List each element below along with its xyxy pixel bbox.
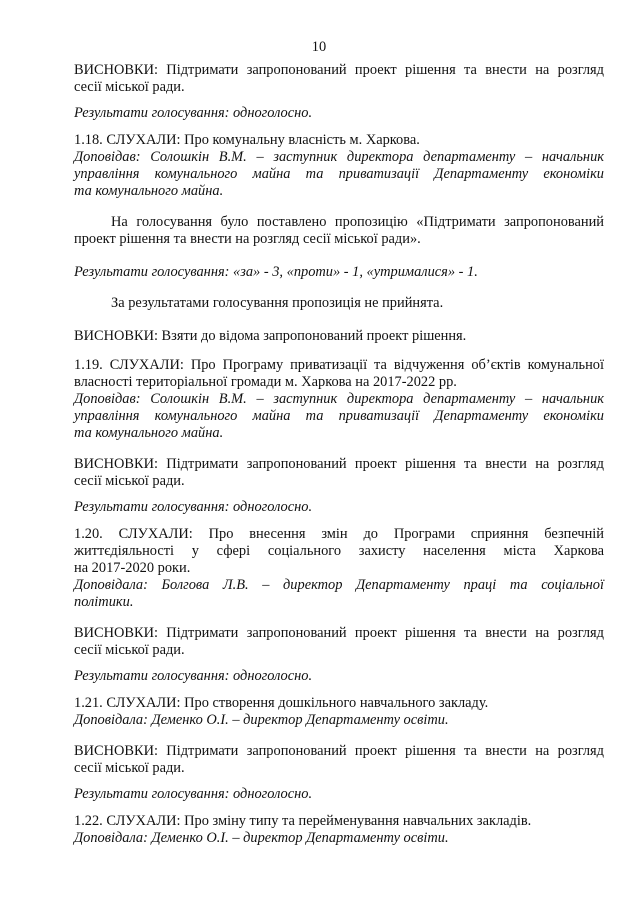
text-line: ВИСНОВКИ: Підтримати запропонований проект рішення та внести на розгляд — [74, 743, 604, 759]
conclusion — [74, 62, 604, 96]
reporter: Доповідала: Деменко О.І. – директор Департаменту освіти. — [74, 830, 449, 846]
text-line: проект рішення та внести на розгляд сесії міської ради». — [74, 231, 421, 247]
voting-result: Результати голосування: одноголосно. — [74, 105, 313, 121]
heard-item — [74, 357, 604, 391]
text-line: сесії міської ради. — [74, 473, 185, 489]
text-line: та комунального майна. — [74, 183, 224, 199]
text-line: 1.19. СЛУХАЛИ: Про Програму приватизації та відчуження об’єктів комунальної — [74, 357, 604, 373]
voting-result: Результати голосування: одноголосно. — [74, 499, 313, 515]
proposal-paragraph — [74, 214, 604, 248]
text-line: ВИСНОВКИ: Підтримати запропонований проект рішення та внести на розгляд — [74, 62, 604, 78]
voting-result: Результати голосування: одноголосно. — [74, 786, 313, 802]
text-line: власності територіальної громади м. Харкова на 2017-2022 рр. — [74, 374, 457, 390]
text-line: ВИСНОВКИ: Підтримати запропонований проект рішення та внести на розгляд — [74, 456, 604, 472]
heard-item: 1.22. СЛУХАЛИ: Про зміну типу та перейменування навчальних закладів. — [74, 813, 532, 829]
text-line: на 2017-2020 роки. — [74, 560, 191, 576]
conclusion: ВИСНОВКИ: Взяти до відома запропонований проект рішення. — [74, 328, 467, 344]
reporter: Доповідала: Деменко О.І. – директор Департаменту освіти. — [74, 712, 449, 728]
heard-item: 1.18. СЛУХАЛИ: Про комунальну власність м. Харкова. — [74, 132, 420, 148]
result-statement: За результатами голосування пропозиція не прийнята. — [111, 295, 444, 311]
voting-result: Результати голосування: «за» - 3, «проти» - 1, «утрималися» - 1. — [74, 264, 478, 280]
reporter — [74, 149, 604, 200]
text-line: Доповідала: Болгова Л.В. – директор Департаменту праці та соціальної — [74, 577, 604, 593]
conclusion — [74, 456, 604, 490]
text-line: та комунального майна. — [74, 425, 224, 441]
heard-item — [74, 526, 604, 577]
text-line: Доповідав: Солошкін В.М. – заступник директора департаменту – начальник — [74, 149, 604, 165]
reporter — [74, 577, 604, 611]
text-line: сесії міської ради. — [74, 642, 185, 658]
text-line: 1.20. СЛУХАЛИ: Про внесення змін до Програми сприяння безпечній — [74, 526, 604, 542]
heard-item: 1.21. СЛУХАЛИ: Про створення дошкільного навчального закладу. — [74, 695, 489, 711]
page-number: 10 — [311, 39, 327, 55]
voting-result: Результати голосування: одноголосно. — [74, 668, 313, 684]
text-line: життєдіяльності у сфері соціального захисту населення міста Харкова — [74, 543, 604, 559]
text-line: На голосування було поставлено пропозицію «Підтримати запропонований — [111, 214, 604, 230]
conclusion — [74, 625, 604, 659]
text-line: ВИСНОВКИ: Підтримати запропонований проект рішення та внести на розгляд — [74, 625, 604, 641]
text-line: сесії міської ради. — [74, 760, 185, 776]
conclusion — [74, 743, 604, 777]
reporter — [74, 391, 604, 442]
minutes-body — [74, 62, 604, 847]
text-line: управління комунального майна та приватизації Департаменту економіки — [74, 166, 604, 182]
text-line: сесії міської ради. — [74, 79, 185, 95]
text-line: політики. — [74, 594, 134, 610]
text-line: Доповідав: Солошкін В.М. – заступник директора департаменту – начальник — [74, 391, 604, 407]
text-line: управління комунального майна та приватизації Департаменту економіки — [74, 408, 604, 424]
